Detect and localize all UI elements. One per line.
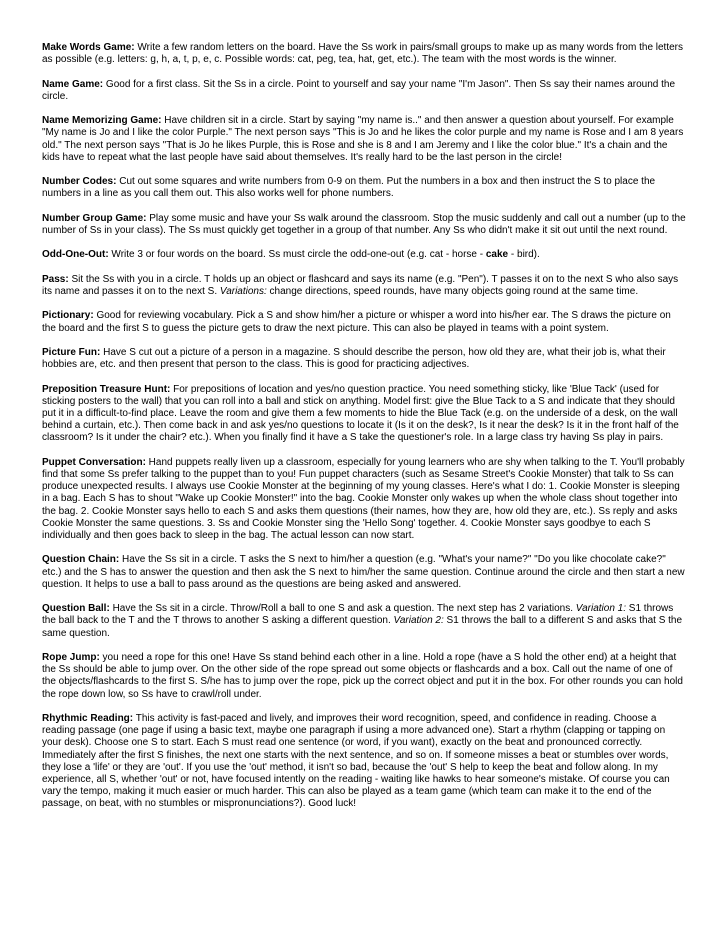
activity-entry (42, 554, 686, 591)
activity-description: you need a rope for this one! Have Ss stand behind each other in a line. Hold a rope (have a S hold the other end) at a height that the Ss should be able to jump over. On the other side of the rope spread out some objects or flashcards and a box. Call out the name of one of the objects/flashcards to the first S. S/he has to jump over the rope, pick up the correct object and put it in the box. For other rounds you can hold the rope down low, so Ss have to crawl/roll under. (42, 651, 683, 700)
activity-entry (42, 213, 686, 237)
activity-title: Puppet Conversation: (42, 456, 146, 468)
activity-title: Picture Fun: (42, 346, 101, 358)
activity-title: Rhythmic Reading: (42, 712, 134, 724)
activity-title: Question Ball: (42, 603, 110, 615)
activity-description: Have the Ss sit in a circle. Throw/Roll a ball to one S and ask a question. The next step has 2 variations. (109, 603, 576, 615)
activity-title: Pass: (42, 273, 69, 285)
activity-description: Good for a first class. Sit the Ss in a circle. Point to yourself and say your name "I'm Jason". Then Ss say their names around the circle. (42, 78, 676, 102)
activity-description: Cut out some squares and write numbers from 0-9 on them. Put the numbers in a box and then instruct the S to place the numbers in a line as you call them out. This also works well for phone numbers. (42, 176, 656, 200)
activity-entry (42, 384, 686, 445)
activity-entry (42, 713, 686, 811)
activity-entry (42, 652, 686, 701)
activity-entry (42, 457, 686, 542)
activity-entry (42, 603, 686, 640)
activity-description: Have S cut out a picture of a person in a magazine. S should describe the person, how old they are, what their job is, what their hobbies are, etc. and then present that person to the class. This is good for practicing adjectives. (42, 346, 666, 371)
emphasis-text: Variations: (219, 285, 267, 297)
activity-description: Write 3 or four words on the board. Ss must circle the odd-one-out (e.g. cat - horse - (108, 249, 486, 261)
activity-entry (42, 79, 686, 103)
activity-title: Pictionary: (42, 310, 94, 322)
activity-description: Have the Ss sit in a circle. T asks the S next to him/her a question (e.g. "What's your name?" "Do you like chocolate cake?" etc.) and the S has to answer the question and then ask the S next to him/her the same question. Continue around the circle and then start a new question. It helps to use a ball to pass around as the questions are being asked and answered. (42, 554, 685, 590)
activity-description: Play some music and have your Ss walk around the classroom. Stop the music suddenly and call out a number (up to the number of Ss in your class). The Ss must quickly get together in a group of that number. Any Ss who didn't make it sit out until the next round. (42, 212, 686, 236)
activity-entry (42, 310, 686, 334)
activity-description: This activity is fast-paced and lively, and improves their word recognition, speed, and confidence in reading. Choose a reading passage (one page if using a basic text, maybe one paragraph if using a more advanced one). Start a rhythm (clapping or tapping on your desk). Choose one S to start. Each S must read one sentence (or word, if you want), exactly on the beat and pronounced correctly. Immediately after the first S finishes, the next one starts with the next sentence, and so on. If someone misses a beat or stumbles over words, they lose a 'life' or they are 'out'. If you use the 'out' method, it isn't so bad, because the 'out' S help to keep the beat and follow along. In my experience, all S, whether 'out' or not, have focused intently on the reading - waiting like hawks to hear someone's mistake. Of course you can vary the tempo, making it much easier or much harder. This can also be played as a team game (which team can make it to the end of the passage, on beat, with no stumbles or mispronunciations?). Good luck! (42, 712, 670, 810)
activity-entry (42, 274, 686, 298)
activity-title: Name Memorizing Game: (42, 115, 162, 127)
activity-entry (42, 249, 686, 261)
activity-title: Name Game: (42, 78, 104, 90)
activity-title: Number Codes: (42, 176, 117, 188)
activity-description: Sit the Ss with you in a circle. T holds up an object or flashcard and says its name (e.g. "Pen"). T passes it on to the next S who also says its name and passes it on to the next S. (42, 273, 679, 297)
activity-entry (42, 42, 686, 66)
activity-title: Odd-One-Out: (42, 249, 109, 261)
activity-description: S1 throws the ball back to the T and the T throws to another S asking a different question. (42, 603, 674, 627)
activity-description: S1 throws the ball to a different S and asks that S the same question. (42, 615, 683, 639)
activity-description: Write a few random letters on the board. Have the Ss work in pairs/small groups to make up as many words from the letters as possible (e.g. letters: g, h, a, t, p, e, c. Possible words: cat, peg, tea, hat, get, etc.). The team with the most words is the winner. (42, 42, 684, 66)
activity-title: Make Words Game: (42, 42, 135, 53)
emphasis-text: Variation 2: (393, 615, 444, 627)
activity-title: Preposition Treasure Hunt: (42, 383, 171, 395)
activity-description: For prepositions of location and yes/no question practice. You need something sticky, like 'Blue Tack' (used for sticking posters to the wall) that you can roll into a ball and stick on anything. Model first: give the Blue Tack to a S and indicate that they should put it in a difficult-to-find place. Leave the room and give them a few moments to hide the Blue Tack (e.g. on the underside of a desk, on the wall behind a curtain, etc.). Then come back in and ask yes/no questions to locate it (Is it on the desk?, Is it near the desk? Is it in the front half of the classroom? Is it under the chair? etc.). When you finally find it have a S take the questioner's role. In a large class try having Ss play in pairs. (42, 383, 679, 444)
activity-description: Hand puppets really liven up a classroom, especially for young learners who are shy when talking to the T. You'll probably find that some Ss prefer talking to the puppet than to you! Fun puppet characters (such as Sesame Street's Cookie Monster) that talk to Ss can produce unexpected results. I always use Cookie Monster at the beginning of my young classes. Here's what I do: 1. Cookie Monster is sleeping in a bag. Each S has to shout "Wake up Cookie Monster!" into the bag. Cookie Monster only wakes up when the whole class shout together into the bag. 2. Cookie Monster says hello to each S and asks them questions (their names, how they are, how old they are, etc.). Ss reply and asks Cookie Monster the same questions. 3. Ss and Cookie Monster sing the 'Hello Song' together. 4. Cookie Monster says goodbye to each S individually and then goes back to sleep in the bag. The actual lesson can now start. (42, 456, 685, 541)
activity-title: Number Group Game: (42, 212, 147, 224)
activity-description: Good for reviewing vocabulary. Pick a S and show him/her a picture or whisper a word into his/her ear. The S draws the picture on the board and the first S to guess the picture gets to draw the next picture. This can also be played in teams with a point system. (42, 310, 671, 334)
document-page (42, 42, 686, 823)
activity-title: Rope Jump: (42, 651, 100, 663)
activity-entry (42, 176, 686, 200)
activity-description: - bird). (508, 249, 540, 261)
activity-entry (42, 115, 686, 164)
activity-title: Question Chain: (42, 554, 120, 566)
activity-entry (42, 347, 686, 371)
activity-description: Have children sit in a circle. Start by saying "my name is.." and then answer a question about yourself. For example "My name is Jo and I like the color Purple." The next person says "This is Jo and he likes the color purple and my name is Rose and I am 8 years old." The next person says "That is Jo he likes Purple, this is Rose and she is 8 and I am Jeremy and I like the color blue." It's a chain and the kids have to repeat what the last people have said about themselves. It's really hard to be the last person in the circle! (42, 115, 684, 163)
bold-text: cake (485, 249, 509, 261)
activity-description: change directions, speed rounds, have many objects going round at the same time. (266, 285, 639, 297)
emphasis-text: Variation 1: (575, 603, 627, 615)
